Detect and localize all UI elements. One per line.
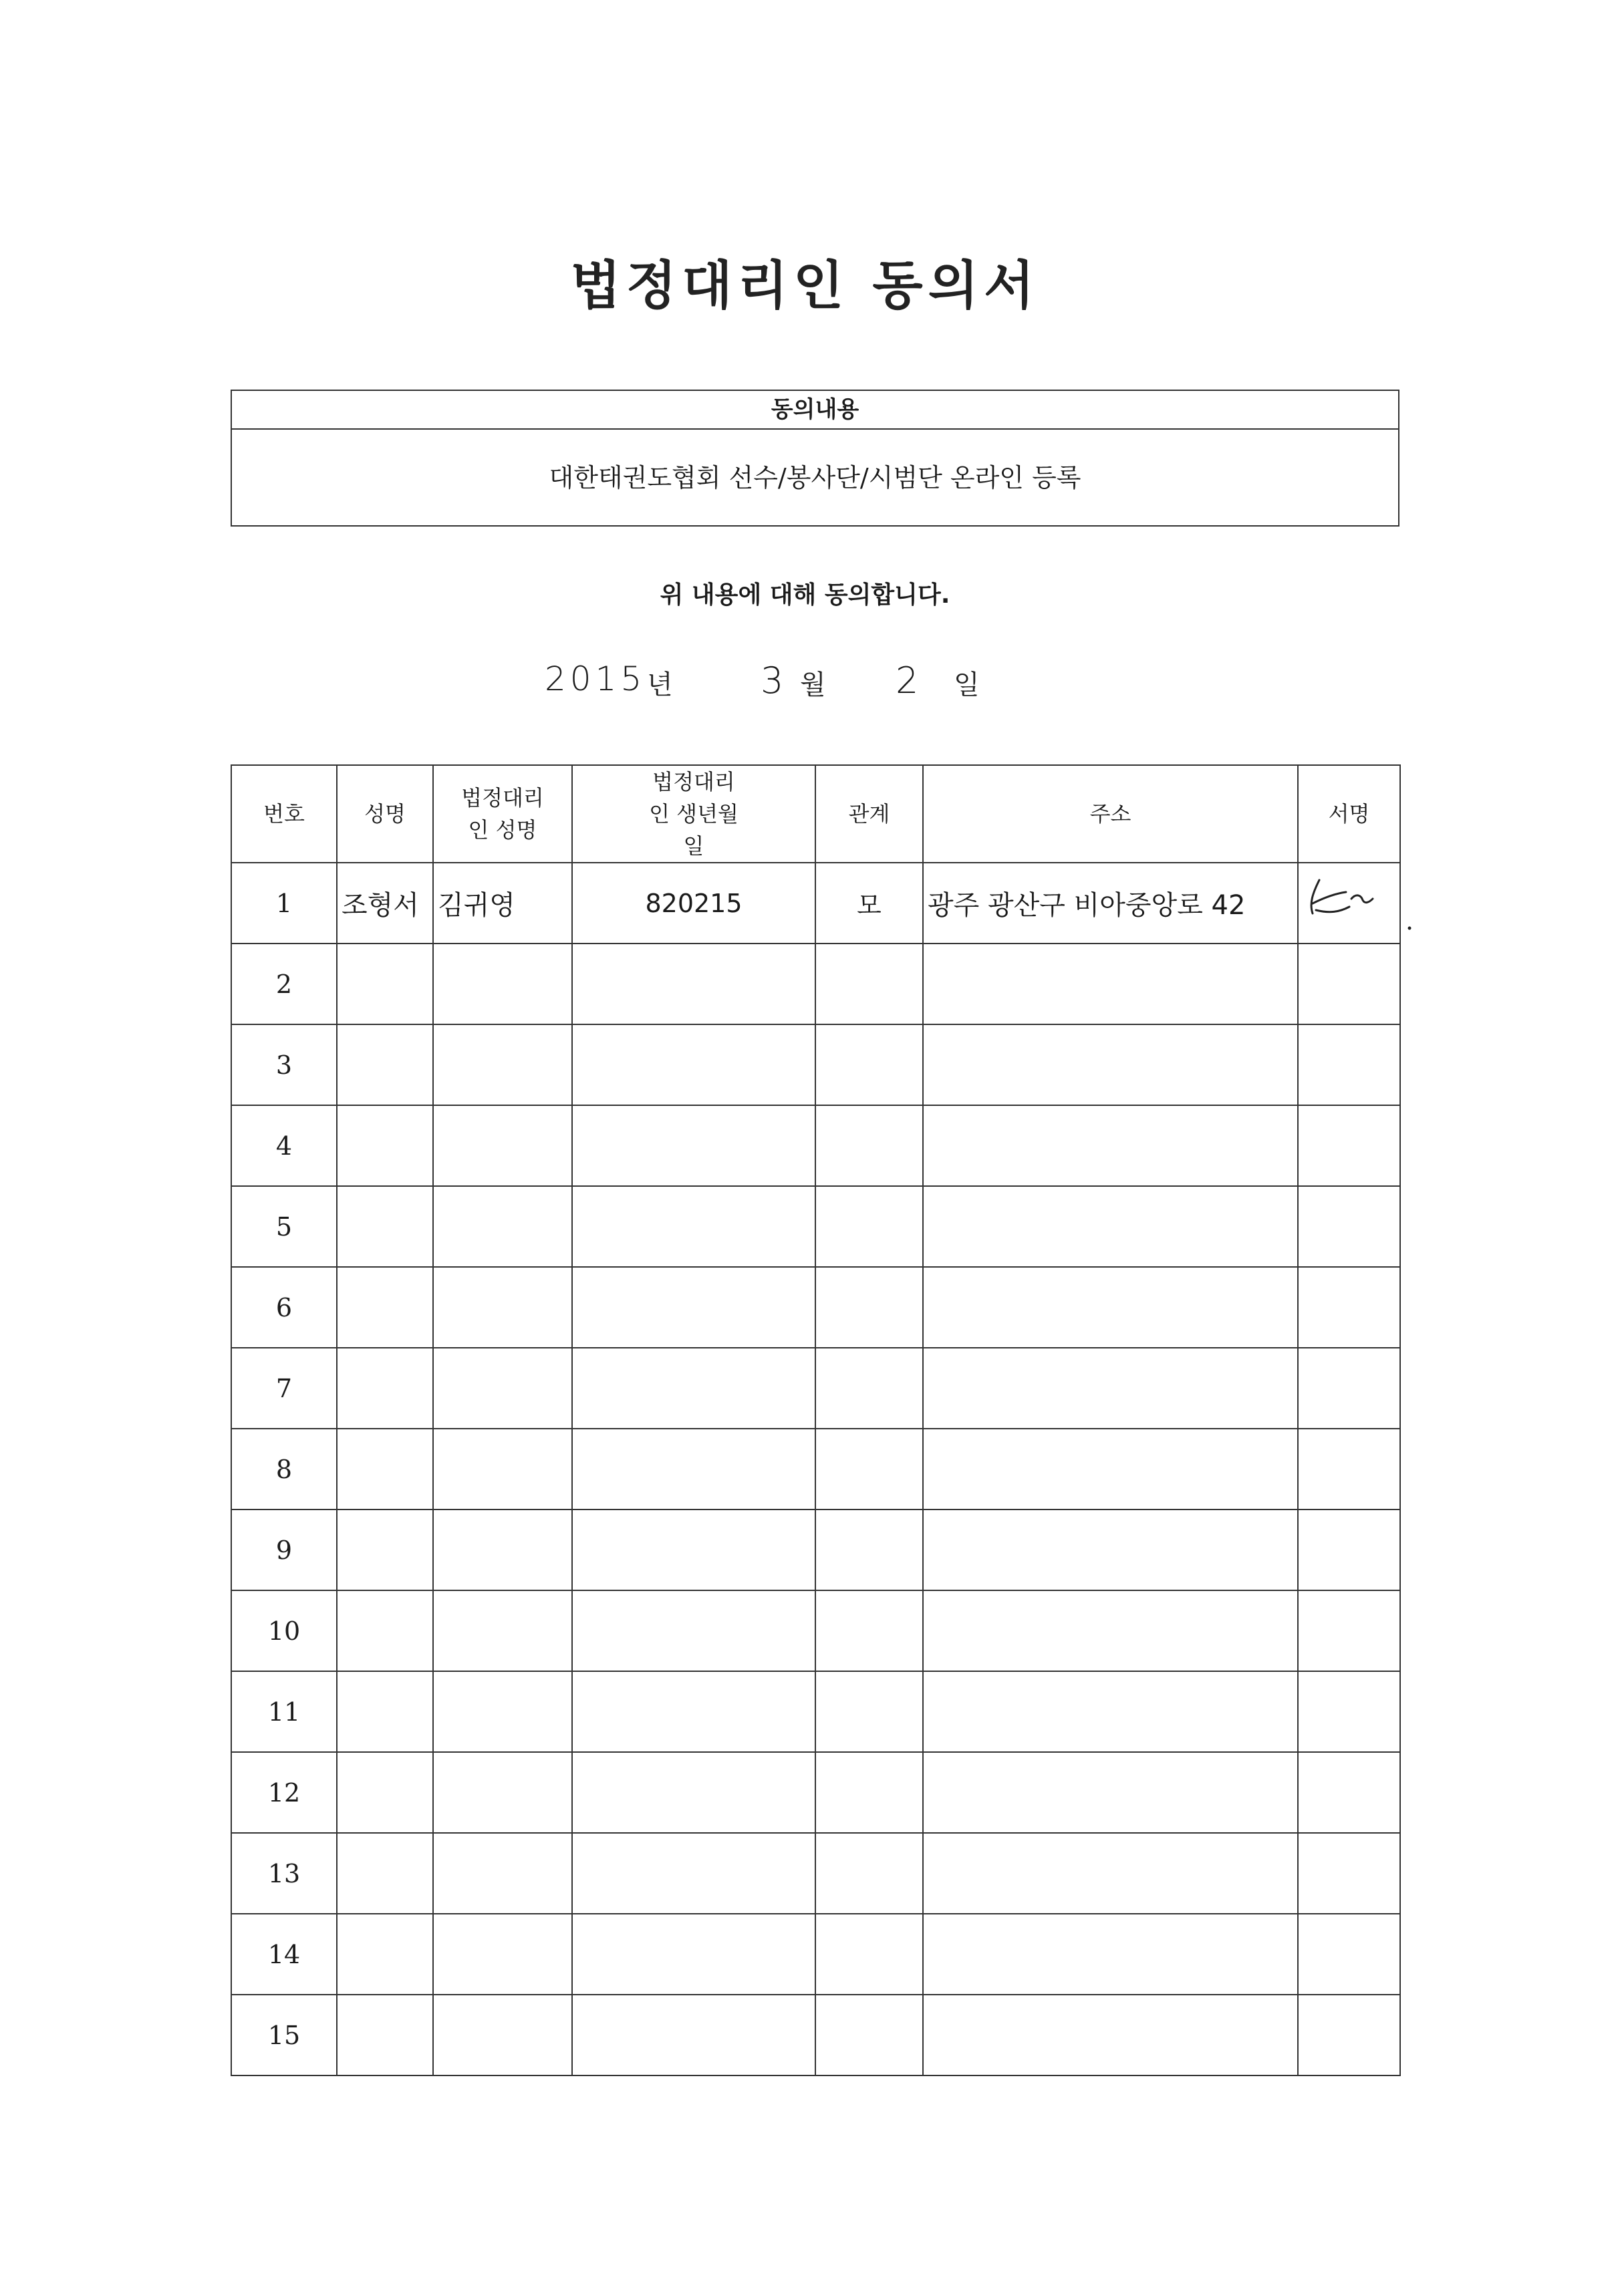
cell-number: 7: [231, 1348, 337, 1429]
cell-number: 2: [231, 944, 337, 1024]
cell-address[interactable]: [923, 1186, 1298, 1267]
cell-address[interactable]: [923, 1348, 1298, 1429]
cell-relation[interactable]: [815, 1752, 923, 1833]
cell-address[interactable]: [923, 1995, 1298, 2075]
cell-guardian-name[interactable]: [433, 1510, 572, 1590]
header-name: 성명: [337, 765, 433, 863]
date-row: [0, 658, 1610, 705]
header-guardian-birth: 법정대리인 생년월일: [572, 765, 815, 863]
cell-guardian-name[interactable]: [433, 1186, 572, 1267]
cell-name[interactable]: 조형서: [337, 863, 433, 944]
cell-guardian-name[interactable]: [433, 1024, 572, 1105]
cell-relation[interactable]: [815, 1590, 923, 1671]
cell-guardian-name[interactable]: [433, 1671, 572, 1752]
cell-address[interactable]: [923, 1752, 1298, 1833]
table-row: [231, 1186, 1400, 1267]
cell-address[interactable]: [923, 1510, 1298, 1590]
cell-signature[interactable]: [1298, 1348, 1400, 1429]
table-row: [231, 1105, 1400, 1186]
cell-name[interactable]: [337, 1186, 433, 1267]
header-guardian-name: 법정대리인 성명: [433, 765, 572, 863]
cell-signature[interactable]: [1298, 1267, 1400, 1348]
cell-number: 6: [231, 1267, 337, 1348]
cell-guardian-birth[interactable]: [572, 1995, 815, 2075]
table-row: [231, 1995, 1400, 2075]
table-row: [231, 1348, 1400, 1429]
cell-relation[interactable]: [815, 1914, 923, 1995]
cell-guardian-name[interactable]: 김귀영: [433, 863, 572, 944]
cell-signature[interactable]: [1298, 1752, 1400, 1833]
cell-relation[interactable]: [815, 1510, 923, 1590]
cell-signature[interactable]: [1298, 1590, 1400, 1671]
cell-signature[interactable]: [1298, 1671, 1400, 1752]
cell-address[interactable]: [923, 1590, 1298, 1671]
cell-address[interactable]: [923, 1914, 1298, 1995]
cell-relation[interactable]: [815, 1267, 923, 1348]
cell-number: 13: [231, 1833, 337, 1914]
cell-signature[interactable]: [1298, 1995, 1400, 2075]
cell-guardian-birth[interactable]: [572, 1833, 815, 1914]
cell-guardian-birth[interactable]: [572, 1752, 815, 1833]
cell-guardian-name[interactable]: [433, 1590, 572, 1671]
cell-guardian-birth[interactable]: [572, 1267, 815, 1348]
cell-signature[interactable]: [1298, 1105, 1400, 1186]
cell-name[interactable]: [337, 1752, 433, 1833]
agreement-statement: 위 내용에 대해 동의합니다.: [660, 581, 950, 609]
cell-name[interactable]: [337, 1105, 433, 1186]
cell-guardian-name[interactable]: [433, 1429, 572, 1510]
cell-name[interactable]: [337, 1429, 433, 1510]
cell-relation[interactable]: [815, 1105, 923, 1186]
cell-signature[interactable]: [1298, 1510, 1400, 1590]
cell-number: 1: [231, 863, 337, 944]
cell-name[interactable]: [337, 1024, 433, 1105]
date-day-label: 일: [954, 670, 980, 700]
cell-address[interactable]: [923, 1024, 1298, 1105]
cell-signature[interactable]: [1298, 1914, 1400, 1995]
table-row: [231, 1510, 1400, 1590]
table-row: [231, 944, 1400, 1024]
cell-guardian-name[interactable]: [433, 944, 572, 1024]
cell-address[interactable]: [923, 1833, 1298, 1914]
cell-address[interactable]: 광주 광산구 비아중앙로 42: [923, 863, 1298, 944]
cell-guardian-name[interactable]: [433, 1348, 572, 1429]
cell-guardian-birth[interactable]: [572, 1024, 815, 1105]
cell-number: 10: [231, 1590, 337, 1671]
cell-relation[interactable]: [815, 1833, 923, 1914]
table-header-row: [231, 765, 1400, 863]
cell-relation[interactable]: [815, 1671, 923, 1752]
cell-signature[interactable]: [1298, 944, 1400, 1024]
table-row: [231, 1671, 1400, 1752]
cell-relation[interactable]: [815, 1995, 923, 2075]
table-row: [231, 863, 1400, 944]
table-row: [231, 1024, 1400, 1105]
table-row: [231, 1914, 1400, 1995]
cell-name[interactable]: [337, 1510, 433, 1590]
cell-name[interactable]: [337, 1348, 433, 1429]
cell-number: 15: [231, 1995, 337, 2075]
cell-guardian-birth[interactable]: [572, 1348, 815, 1429]
date-day-value[interactable]: 2: [896, 660, 919, 702]
cell-name[interactable]: [337, 944, 433, 1024]
cell-number: 9: [231, 1510, 337, 1590]
cell-name[interactable]: [337, 1914, 433, 1995]
cell-guardian-name[interactable]: [433, 1914, 572, 1995]
cell-number: 8: [231, 1429, 337, 1510]
cell-guardian-birth[interactable]: [572, 1186, 815, 1267]
cell-signature[interactable]: [1298, 863, 1400, 944]
consent-header: 동의내용: [232, 391, 1398, 430]
consent-box: [231, 390, 1399, 527]
table-row: [231, 1267, 1400, 1348]
header-address: 주소: [923, 765, 1298, 863]
cell-guardian-name[interactable]: [433, 1105, 572, 1186]
cell-number: 4: [231, 1105, 337, 1186]
cell-signature[interactable]: [1298, 1186, 1400, 1267]
cell-name[interactable]: [337, 1833, 433, 1914]
cell-relation[interactable]: [815, 944, 923, 1024]
cell-address[interactable]: [923, 944, 1298, 1024]
cell-guardian-birth[interactable]: [572, 944, 815, 1024]
cell-number: 11: [231, 1671, 337, 1752]
cell-guardian-name[interactable]: [433, 1267, 572, 1348]
date-year-value[interactable]: 2015: [545, 660, 646, 698]
cell-signature[interactable]: [1298, 1429, 1400, 1510]
cell-name[interactable]: [337, 1671, 433, 1752]
guardian-table: [231, 764, 1401, 2076]
cell-guardian-birth[interactable]: 820215: [572, 863, 815, 944]
header-relation: 관계: [815, 765, 923, 863]
cell-number: 14: [231, 1914, 337, 1995]
table-row: [231, 1590, 1400, 1671]
cell-address[interactable]: [923, 1671, 1298, 1752]
cell-guardian-birth[interactable]: [572, 1671, 815, 1752]
cell-relation[interactable]: [815, 1348, 923, 1429]
cell-name[interactable]: [337, 1995, 433, 2075]
table-row: [231, 1833, 1400, 1914]
cell-guardian-birth[interactable]: [572, 1429, 815, 1510]
cell-relation[interactable]: 모: [815, 863, 923, 944]
consent-body: 대한태권도협회 선수/봉사단/시범단 온라인 등록: [549, 463, 1081, 492]
cell-relation[interactable]: [815, 1429, 923, 1510]
cell-number: 5: [231, 1186, 337, 1267]
cell-signature[interactable]: [1298, 1833, 1400, 1914]
header-number: 번호: [231, 765, 337, 863]
date-month-label: 월: [800, 670, 826, 700]
cell-number: 3: [231, 1024, 337, 1105]
cell-guardian-name[interactable]: [433, 1833, 572, 1914]
date-month-value[interactable]: 3: [761, 660, 784, 702]
cell-guardian-birth[interactable]: [572, 1914, 815, 1995]
date-year-label: 년: [647, 670, 673, 700]
signature-mark: [1299, 873, 1399, 934]
cell-guardian-birth[interactable]: [572, 1510, 815, 1590]
cell-name[interactable]: [337, 1590, 433, 1671]
cell-relation[interactable]: [815, 1186, 923, 1267]
table-row: [231, 1752, 1400, 1833]
header-signature: 서명: [1298, 765, 1400, 863]
cell-name[interactable]: [337, 1267, 433, 1348]
cell-address[interactable]: [923, 1267, 1298, 1348]
page-title: 법정대리인 동의서: [570, 256, 1040, 316]
cell-guardian-birth[interactable]: [572, 1590, 815, 1671]
cell-number: 12: [231, 1752, 337, 1833]
cell-address[interactable]: [923, 1105, 1298, 1186]
table-row: [231, 1429, 1400, 1510]
cell-guardian-birth[interactable]: [572, 1105, 815, 1186]
cell-address[interactable]: [923, 1429, 1298, 1510]
cell-guardian-name[interactable]: [433, 1752, 572, 1833]
cell-signature[interactable]: [1298, 1024, 1400, 1105]
cell-guardian-name[interactable]: [433, 1995, 572, 2075]
cell-relation[interactable]: [815, 1024, 923, 1105]
